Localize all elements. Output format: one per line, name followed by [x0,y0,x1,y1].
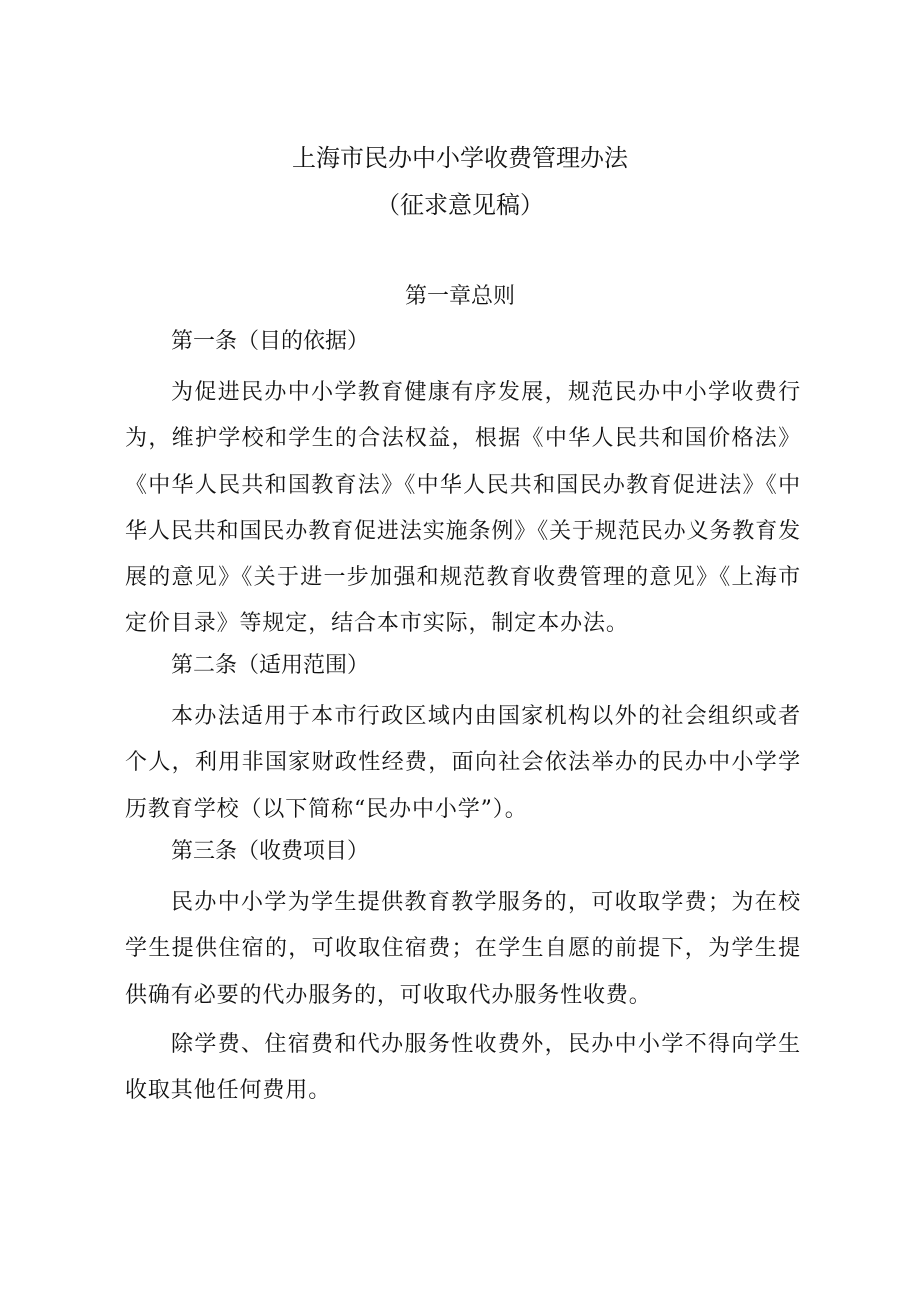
document-subtitle: （征求意见稿） [376,191,544,219]
article-3-heading: 第三条（收费项目） [171,839,370,864]
article-2-heading: 第二条（适用范围） [171,653,370,678]
document-title: 上海市民办中小学收费管理办法 [292,144,628,172]
article-3-paragraph-2: 除学费、住宿费和代办服务性收费外，民办中小学不得向学生收取其他任何费用。 [125,1032,801,1104]
article-2-paragraph: 本办法适用于本市行政区域内由国家机构以外的社会组织或者个人，利用非国家财政性经费，面向社会依法举办的民办中小学学历教育学校（以下简称“民办中小学”）。 [125,704,801,822]
chapter-heading: 第一章总则 [404,284,515,309]
article-1-paragraph: 为促进民办中小学教育健康有序发展，规范民办中小学收费行为，维护学校和学生的合法权益，根据《中华人民共和国价格法》《中华人民共和国教育法》《中华人民共和国民办教育促进法》《中华人民共和国民办教育促进法实施条例》《关于规范民办义务教育发展的意见》《关于进一步加强和规范教育收费管理的意见》《上海市定价目录》等规定，结合本市实际，制定本办法。 [125,380,802,637]
article-3-paragraph-1: 民办中小学为学生提供教育教学服务的，可收取学费；为在校学生提供住宿的，可收取住宿费；在学生自愿的前提下，为学生提供确有必要的代办服务的，可收取代办服务性收费。 [125,890,801,1008]
article-1-heading: 第一条（目的依据） [171,329,370,354]
